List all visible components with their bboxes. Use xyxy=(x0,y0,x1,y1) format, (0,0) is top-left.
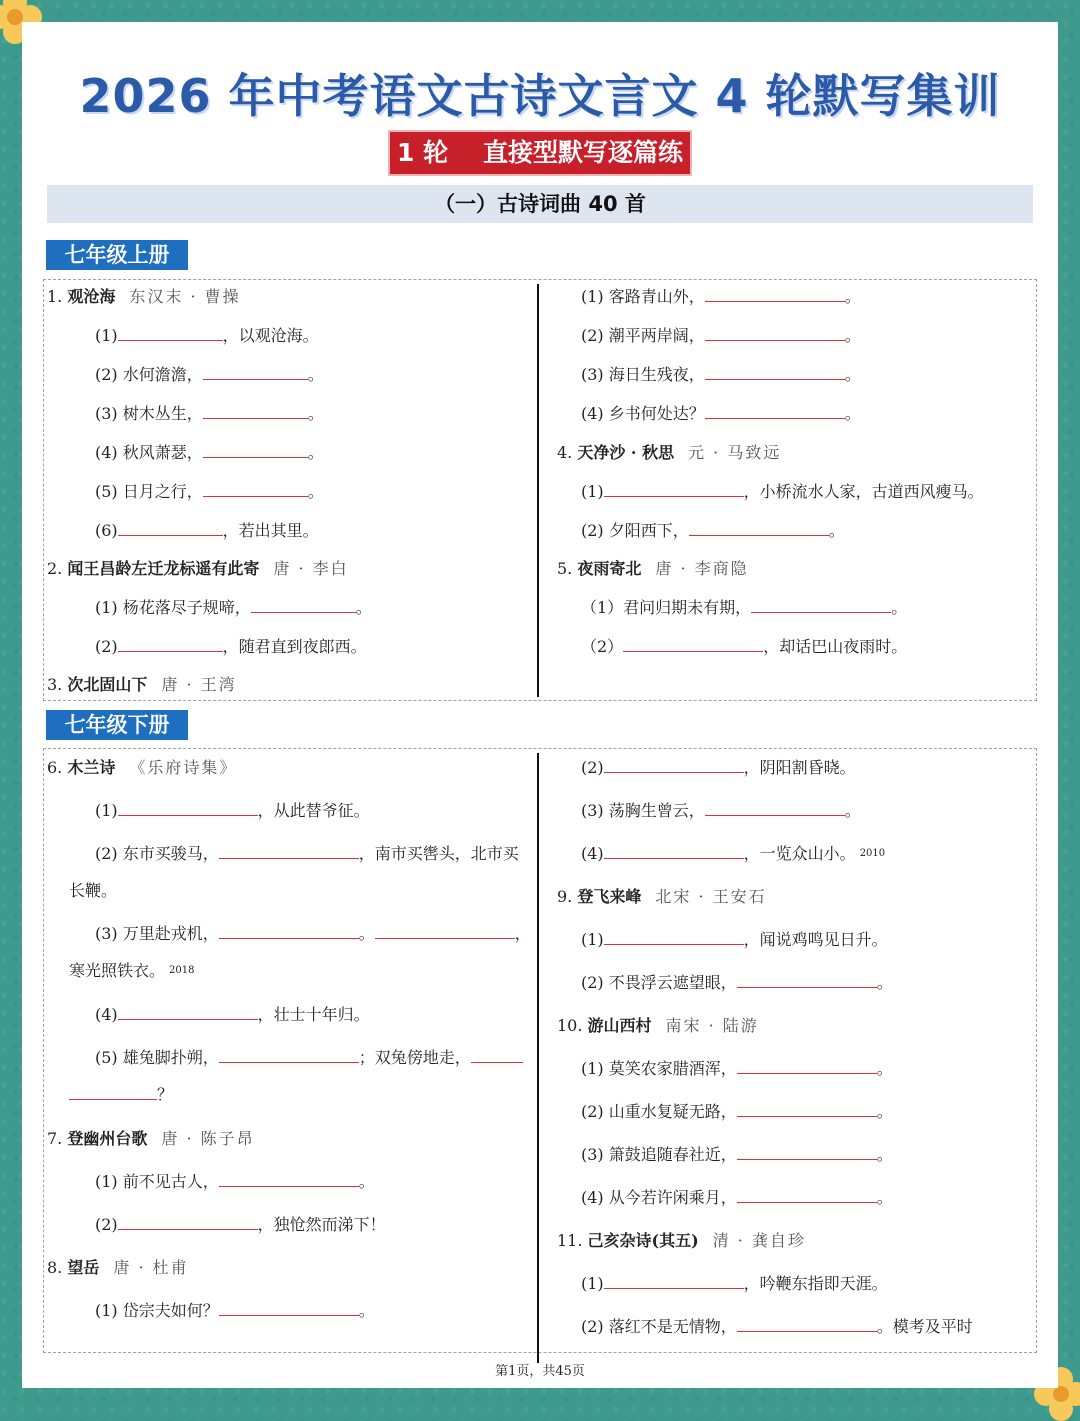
fill-in-question xyxy=(69,961,194,981)
question-prompt: (1) xyxy=(581,930,604,949)
fill-in-question xyxy=(95,637,367,657)
question-prompt: (4) 从今若许闲乘月， xyxy=(581,1188,737,1207)
poem-heading xyxy=(557,1231,806,1251)
question-prompt: （2） xyxy=(581,637,624,656)
question-prompt: (6) xyxy=(95,521,118,540)
poem-title: 闻王昌龄左迁龙标遥有此寄 xyxy=(67,559,260,578)
question-prompt: (2) xyxy=(95,1215,118,1234)
poem-author: 唐 · 陈子昂 xyxy=(161,1129,255,1148)
answer-blank[interactable] xyxy=(751,598,891,613)
poem-title: 游山西村 xyxy=(587,1016,652,1035)
answer-blank[interactable] xyxy=(203,443,308,458)
answer-blank[interactable] xyxy=(118,1005,258,1020)
answer-blank[interactable] xyxy=(737,1188,877,1203)
fill-in-question xyxy=(581,1317,973,1337)
answer-blank[interactable] xyxy=(118,801,258,816)
question-text: 。 xyxy=(307,365,324,384)
fill-in-question xyxy=(95,801,370,821)
round-badge: 1 轮 直接型默写逐篇练 xyxy=(388,130,692,176)
answer-blank[interactable] xyxy=(203,365,308,380)
question-text: ，随君直到夜郎西。 xyxy=(222,637,367,656)
question-text: 。 xyxy=(876,973,893,992)
fill-in-question xyxy=(95,404,324,424)
fill-in-question xyxy=(95,365,324,385)
poem-number: 11. xyxy=(557,1231,588,1250)
answer-blank[interactable] xyxy=(737,1059,877,1074)
answer-blank[interactable] xyxy=(737,1317,877,1332)
question-text: 。 xyxy=(876,1145,893,1164)
poem-title: 夜雨寄北 xyxy=(577,559,642,578)
poem-author: 唐 · 李商隐 xyxy=(655,559,749,578)
question-prompt: (1) xyxy=(95,326,118,345)
question-prompt: (2) xyxy=(95,637,118,656)
question-prompt: (4) xyxy=(95,1005,118,1024)
fill-in-question xyxy=(581,1145,893,1165)
poem-heading xyxy=(47,675,237,695)
answer-blank[interactable] xyxy=(219,1048,359,1063)
answer-blank[interactable] xyxy=(705,365,845,380)
answer-blank[interactable] xyxy=(604,930,744,945)
fill-in-question xyxy=(581,521,845,541)
poem-title: 观沧海 xyxy=(67,287,116,306)
question-text: 。 xyxy=(307,404,324,423)
fill-in-question xyxy=(95,482,324,502)
fill-in-question xyxy=(95,1172,375,1192)
question-prompt: (3) 箫鼓追随春社近， xyxy=(581,1145,737,1164)
poem-number: 1. xyxy=(47,287,68,306)
fill-in-question xyxy=(581,404,861,424)
fill-in-question xyxy=(69,1085,173,1105)
answer-blank[interactable] xyxy=(251,598,356,613)
poem-heading xyxy=(47,559,349,579)
question-text: 。 xyxy=(844,365,861,384)
fill-in-question xyxy=(95,1005,370,1025)
poem-author: 南宋 · 陆游 xyxy=(665,1016,759,1035)
fill-in-question xyxy=(581,482,984,502)
answer-blank[interactable] xyxy=(203,482,308,497)
poem-number: 3. xyxy=(47,675,68,694)
question-text: 。 xyxy=(876,1188,893,1207)
answer-blank[interactable] xyxy=(203,404,308,419)
question-text: ，壮士十年归。 xyxy=(257,1005,370,1024)
answer-blank[interactable] xyxy=(118,326,223,341)
fill-in-question xyxy=(95,443,324,463)
question-prompt: (2) xyxy=(581,758,604,777)
fill-in-question xyxy=(95,326,319,346)
answer-blank[interactable] xyxy=(705,287,845,302)
answer-blank[interactable] xyxy=(604,482,744,497)
poem-author: 唐 · 杜甫 xyxy=(113,1258,189,1277)
poem-author: 《乐府诗集》 xyxy=(129,758,238,777)
fill-in-question xyxy=(581,973,893,993)
fill-in-question xyxy=(581,326,861,346)
poem-heading xyxy=(557,443,781,463)
answer-blank[interactable] xyxy=(689,521,829,536)
poem-heading xyxy=(47,287,241,307)
question-prompt: (4) 乡书何处达？ xyxy=(581,404,705,423)
question-text: ，从此替爷征。 xyxy=(257,801,370,820)
poem-number: 4. xyxy=(557,443,578,462)
column-divider xyxy=(537,753,539,1363)
poem-number: 7. xyxy=(47,1129,68,1148)
answer-blank[interactable] xyxy=(219,844,359,859)
exam-year: 2018 xyxy=(169,965,195,976)
poem-number: 10. xyxy=(557,1016,588,1035)
fill-in-question xyxy=(581,598,907,618)
answer-blank[interactable] xyxy=(219,1172,359,1187)
question-prompt: (1) 杨花落尽子规啼， xyxy=(95,598,251,617)
poem-title: 木兰诗 xyxy=(67,758,116,777)
question-prompt: (4) xyxy=(581,844,604,863)
poem-heading xyxy=(47,758,237,778)
fill-in-question xyxy=(581,287,861,307)
poem-heading xyxy=(557,1016,759,1036)
question-text: ？ xyxy=(157,1085,174,1104)
question-text: 。 xyxy=(876,1102,893,1121)
fill-in-question xyxy=(95,598,372,618)
question-text: ，闻说鸡鸣见日升。 xyxy=(743,930,888,949)
question-text: 。 xyxy=(355,598,372,617)
poem-number: 5. xyxy=(557,559,578,578)
fill-in-question xyxy=(95,1301,375,1321)
question-text: 。 xyxy=(828,521,845,540)
question-prompt: (3) 树木丛生， xyxy=(95,404,203,423)
answer-blank[interactable] xyxy=(737,1102,877,1117)
question-text: ，一览众山小。 xyxy=(743,844,856,863)
poem-author: 唐 · 李白 xyxy=(273,559,349,578)
grade-tag-7-lower: 七年级下册 xyxy=(46,710,188,740)
fill-in-question xyxy=(581,637,907,657)
question-prompt: (2) 夕阳西下， xyxy=(581,521,689,540)
question-text: 。 xyxy=(876,1059,893,1078)
answer-blank[interactable] xyxy=(705,404,845,419)
grade-tag-7-upper: 七年级上册 xyxy=(46,240,188,270)
question-text: ， xyxy=(514,924,531,943)
poem-heading xyxy=(47,1129,255,1149)
fill-in-question xyxy=(581,930,888,950)
fill-in-question xyxy=(581,1102,893,1122)
poem-heading xyxy=(557,559,749,579)
answer-blank[interactable] xyxy=(737,973,877,988)
fill-in-question xyxy=(581,1274,888,1294)
poem-author: 元 · 马致远 xyxy=(688,443,782,462)
poem-title: 己亥杂诗(其五) xyxy=(587,1231,699,1250)
fill-in-question xyxy=(581,801,861,821)
question-prompt: (5) 日月之行， xyxy=(95,482,203,501)
fill-in-question xyxy=(95,521,319,541)
question-prompt: (1) 岱宗夫如何？ xyxy=(95,1301,219,1320)
fill-in-question xyxy=(581,365,861,385)
answer-blank[interactable] xyxy=(69,1085,157,1100)
answer-blank[interactable] xyxy=(118,637,223,652)
fill-in-question xyxy=(95,1215,386,1235)
question-text: 。 xyxy=(358,1172,375,1191)
question-prompt: (1) xyxy=(581,1274,604,1293)
answer-blank[interactable] xyxy=(118,1215,258,1230)
question-prompt: (5) 雄兔脚扑朔， xyxy=(95,1048,219,1067)
worksheet-page xyxy=(22,22,1058,1388)
fill-in-question xyxy=(69,881,117,901)
question-prompt: (3) 荡胸生曾云， xyxy=(581,801,705,820)
question-text: 。 xyxy=(844,326,861,345)
question-text: ，以观沧海。 xyxy=(222,326,319,345)
poem-title: 天净沙 · 秋思 xyxy=(577,443,675,462)
poem-heading xyxy=(557,887,767,907)
question-prompt: (1) 客路青山外， xyxy=(581,287,705,306)
answer-blank[interactable] xyxy=(219,924,359,939)
poem-number: 9. xyxy=(557,887,578,906)
question-prompt: (4) 秋风萧瑟， xyxy=(95,443,203,462)
page-number: 第1页，共45页 xyxy=(495,1364,585,1379)
question-prompt: 长鞭。 xyxy=(69,881,118,900)
question-text: ，独怆然而涕下！ xyxy=(257,1215,386,1234)
question-text: ，吟鞭东指即天涯。 xyxy=(743,1274,888,1293)
column-divider xyxy=(537,284,539,697)
poem-number: 2. xyxy=(47,559,68,578)
answer-blank[interactable] xyxy=(604,758,744,773)
answer-blank[interactable] xyxy=(471,1048,523,1063)
question-text: ，若出其里。 xyxy=(222,521,319,540)
question-prompt: (1) 莫笑农家腊酒浑， xyxy=(581,1059,737,1078)
question-prompt: (2) 山重水复疑无路， xyxy=(581,1102,737,1121)
fill-in-question xyxy=(95,844,519,864)
question-prompt: (1) xyxy=(95,801,118,820)
poem-author: 北宋 · 王安石 xyxy=(655,887,767,906)
question-text: ，阴阳割昏晓。 xyxy=(743,758,856,777)
poem-author: 东汉末 · 曹操 xyxy=(129,287,241,306)
question-text: 。 xyxy=(844,801,861,820)
answer-blank[interactable] xyxy=(737,1145,877,1160)
question-prompt: (3) 海日生残夜， xyxy=(581,365,705,384)
question-text: 。 xyxy=(844,404,861,423)
question-text: ，南市买辔头，北市买 xyxy=(358,844,519,863)
answer-blank[interactable] xyxy=(705,801,845,816)
question-prompt: (2) 东市买骏马， xyxy=(95,844,219,863)
question-text: 。 xyxy=(844,287,861,306)
question-prompt: (2) 落红不是无情物， xyxy=(581,1317,737,1336)
page-title: 2026 年中考语文古诗文言文 4 轮默写集训 xyxy=(79,69,1001,123)
question-text: ；双兔傍地走， xyxy=(358,1048,471,1067)
poem-number: 8. xyxy=(47,1258,68,1277)
question-prompt: （1）君问归期未有期， xyxy=(581,598,752,617)
question-text: 。 xyxy=(891,598,908,617)
fill-in-question xyxy=(581,1059,893,1079)
poem-heading xyxy=(47,1258,189,1278)
answer-blank[interactable] xyxy=(604,1274,744,1289)
question-text: ，却话巴山夜雨时。 xyxy=(763,637,908,656)
question-prompt: (2) 潮平两岸阔， xyxy=(581,326,705,345)
fill-in-question xyxy=(581,1188,893,1208)
question-prompt: (1) 前不见古人， xyxy=(95,1172,219,1191)
poem-number: 6. xyxy=(47,758,68,777)
poem-author: 清 · 龚自珍 xyxy=(712,1231,806,1250)
answer-blank[interactable] xyxy=(623,637,763,652)
question-prompt: (3) 万里赴戎机， xyxy=(95,924,219,943)
question-text: 。 xyxy=(307,482,324,501)
section-header: （一）古诗词曲 40 首 xyxy=(47,185,1033,223)
poem-title: 登幽州台歌 xyxy=(67,1129,148,1148)
poem-title: 登飞来峰 xyxy=(577,887,642,906)
poem-author: 唐 · 王湾 xyxy=(161,675,237,694)
poem-title: 望岳 xyxy=(67,1258,100,1277)
question-text: 。 xyxy=(358,924,375,943)
fill-in-question xyxy=(95,1048,523,1068)
answer-blank[interactable] xyxy=(604,844,744,859)
fill-in-question xyxy=(581,758,856,778)
question-prompt: (2) 水何澹澹， xyxy=(95,365,203,384)
question-text: 。模考及平时 xyxy=(876,1317,973,1336)
answer-blank[interactable] xyxy=(219,1301,359,1316)
answer-blank[interactable] xyxy=(705,326,845,341)
question-prompt: (2) 不畏浮云遮望眼， xyxy=(581,973,737,992)
question-text: 。 xyxy=(358,1301,375,1320)
poem-title: 次北固山下 xyxy=(67,675,148,694)
question-text: ，小桥流水人家，古道西风瘦马。 xyxy=(743,482,984,501)
fill-in-question xyxy=(581,844,885,864)
question-prompt: (1) xyxy=(581,482,604,501)
answer-blank[interactable] xyxy=(118,521,223,536)
exam-year: 2010 xyxy=(859,848,886,859)
question-text: 。 xyxy=(307,443,324,462)
fill-in-question xyxy=(95,924,531,944)
question-prompt: 寒光照铁衣。 xyxy=(69,961,166,980)
answer-blank[interactable] xyxy=(375,924,515,939)
